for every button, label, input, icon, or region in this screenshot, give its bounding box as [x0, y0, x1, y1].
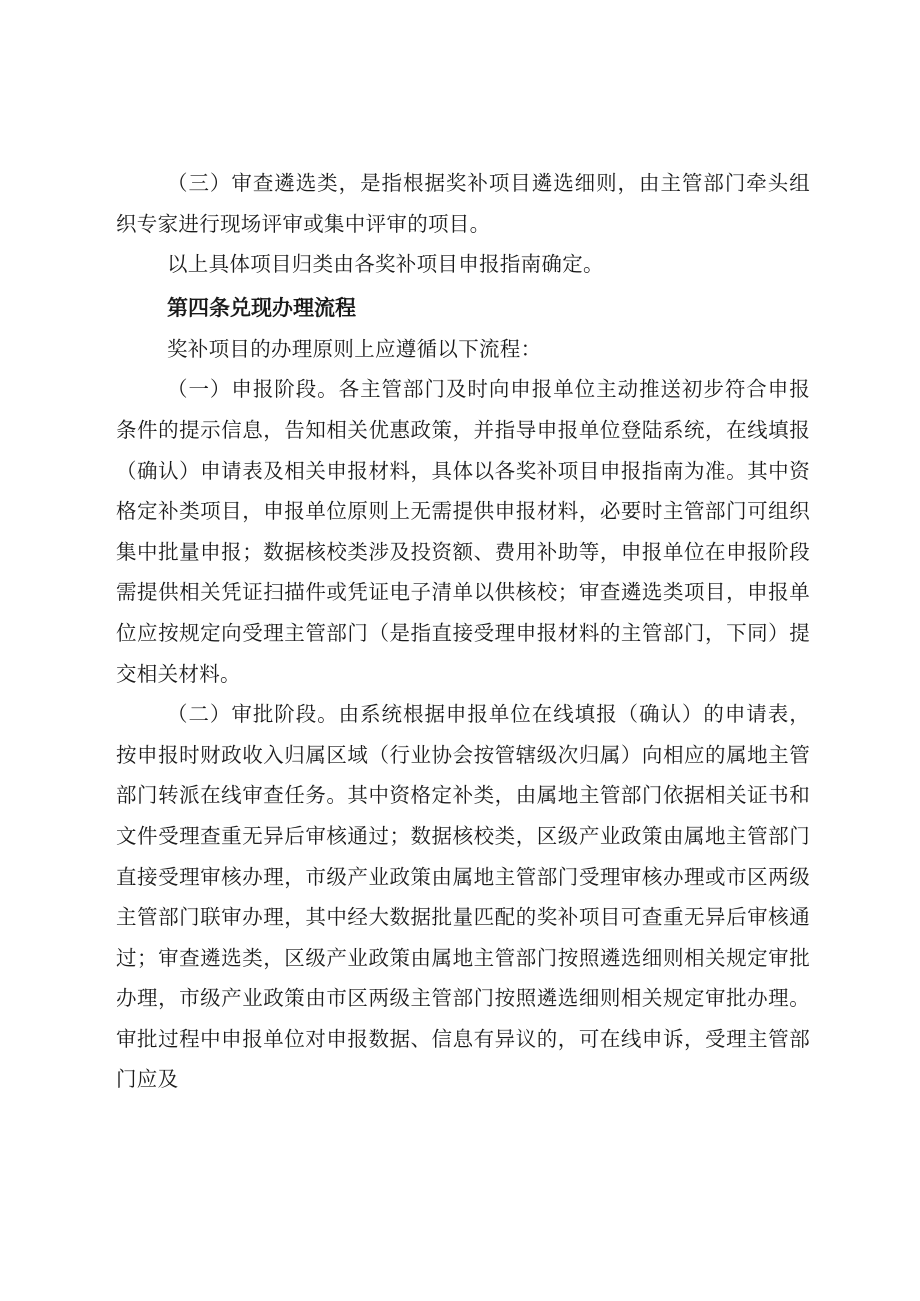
section-heading-article-4: 第四条兑现办理流程 [167, 295, 356, 320]
paragraph-process-intro: 奖补项目的办理原则上应遵循以下流程： [167, 336, 542, 361]
paragraph-approval-stage: （二）审批阶段。由系统根据申报单位在线填报（确认）的申请表，按申报时财政收入归属区域（行业协会按管辖级次归属）向相应的属地主管部门转派在线审查任务。其中资格定补类，由属地主管部门依据相关证书和文件受理查重无异后审核通过；数据核校类，区级产业政策由属地主管部门直接受理审核办理，市级产业政策由属地主管部门受理审核办理或市区两级主管部门联审办理，其中经大数据批量匹配的奖补项目可查重无异后审核通过；审查遴选类，区级产业政策由属地主管部门按照遴选细则相关规定审批办理，市级产业政策由市区两级主管部门按照遴选细则相关规定审批办理。审批过程中申报单位对申报数据、信息有异议的，可在线申诉，受理主管部门应及 [116, 702, 810, 1092]
paragraph-application-stage: （一）申报阶段。各主管部门及时向申报单位主动推送初步符合申报条件的提示信息，告知相关优惠政策，并指导申报单位登陆系统，在线填报（确认）申请表及相关申报材料，具体以各奖补项目申报指南为准。其中资格定补类项目，申报单位原则上无需提供申报材料，必要时主管部门可组织集中批量申报；数据核校类涉及投资额、费用补助等，申报单位在申报阶段需提供相关凭证扫描件或凭证电子清单以供核校；审查遴选类项目，申报单位应按规定向受理主管部门（是指直接受理申报材料的主管部门，下同）提交相关材料。 [116, 377, 810, 686]
paragraph-classification-note: 以上具体项目归类由各奖补项目申报指南确定。 [167, 252, 604, 277]
paragraph-review-selection: （三）审查遴选类，是指根据奖补项目遴选细则，由主管部门牵头组织专家进行现场评审或集中评审的项目。 [116, 171, 810, 236]
document-page [116, 163, 810, 1100]
